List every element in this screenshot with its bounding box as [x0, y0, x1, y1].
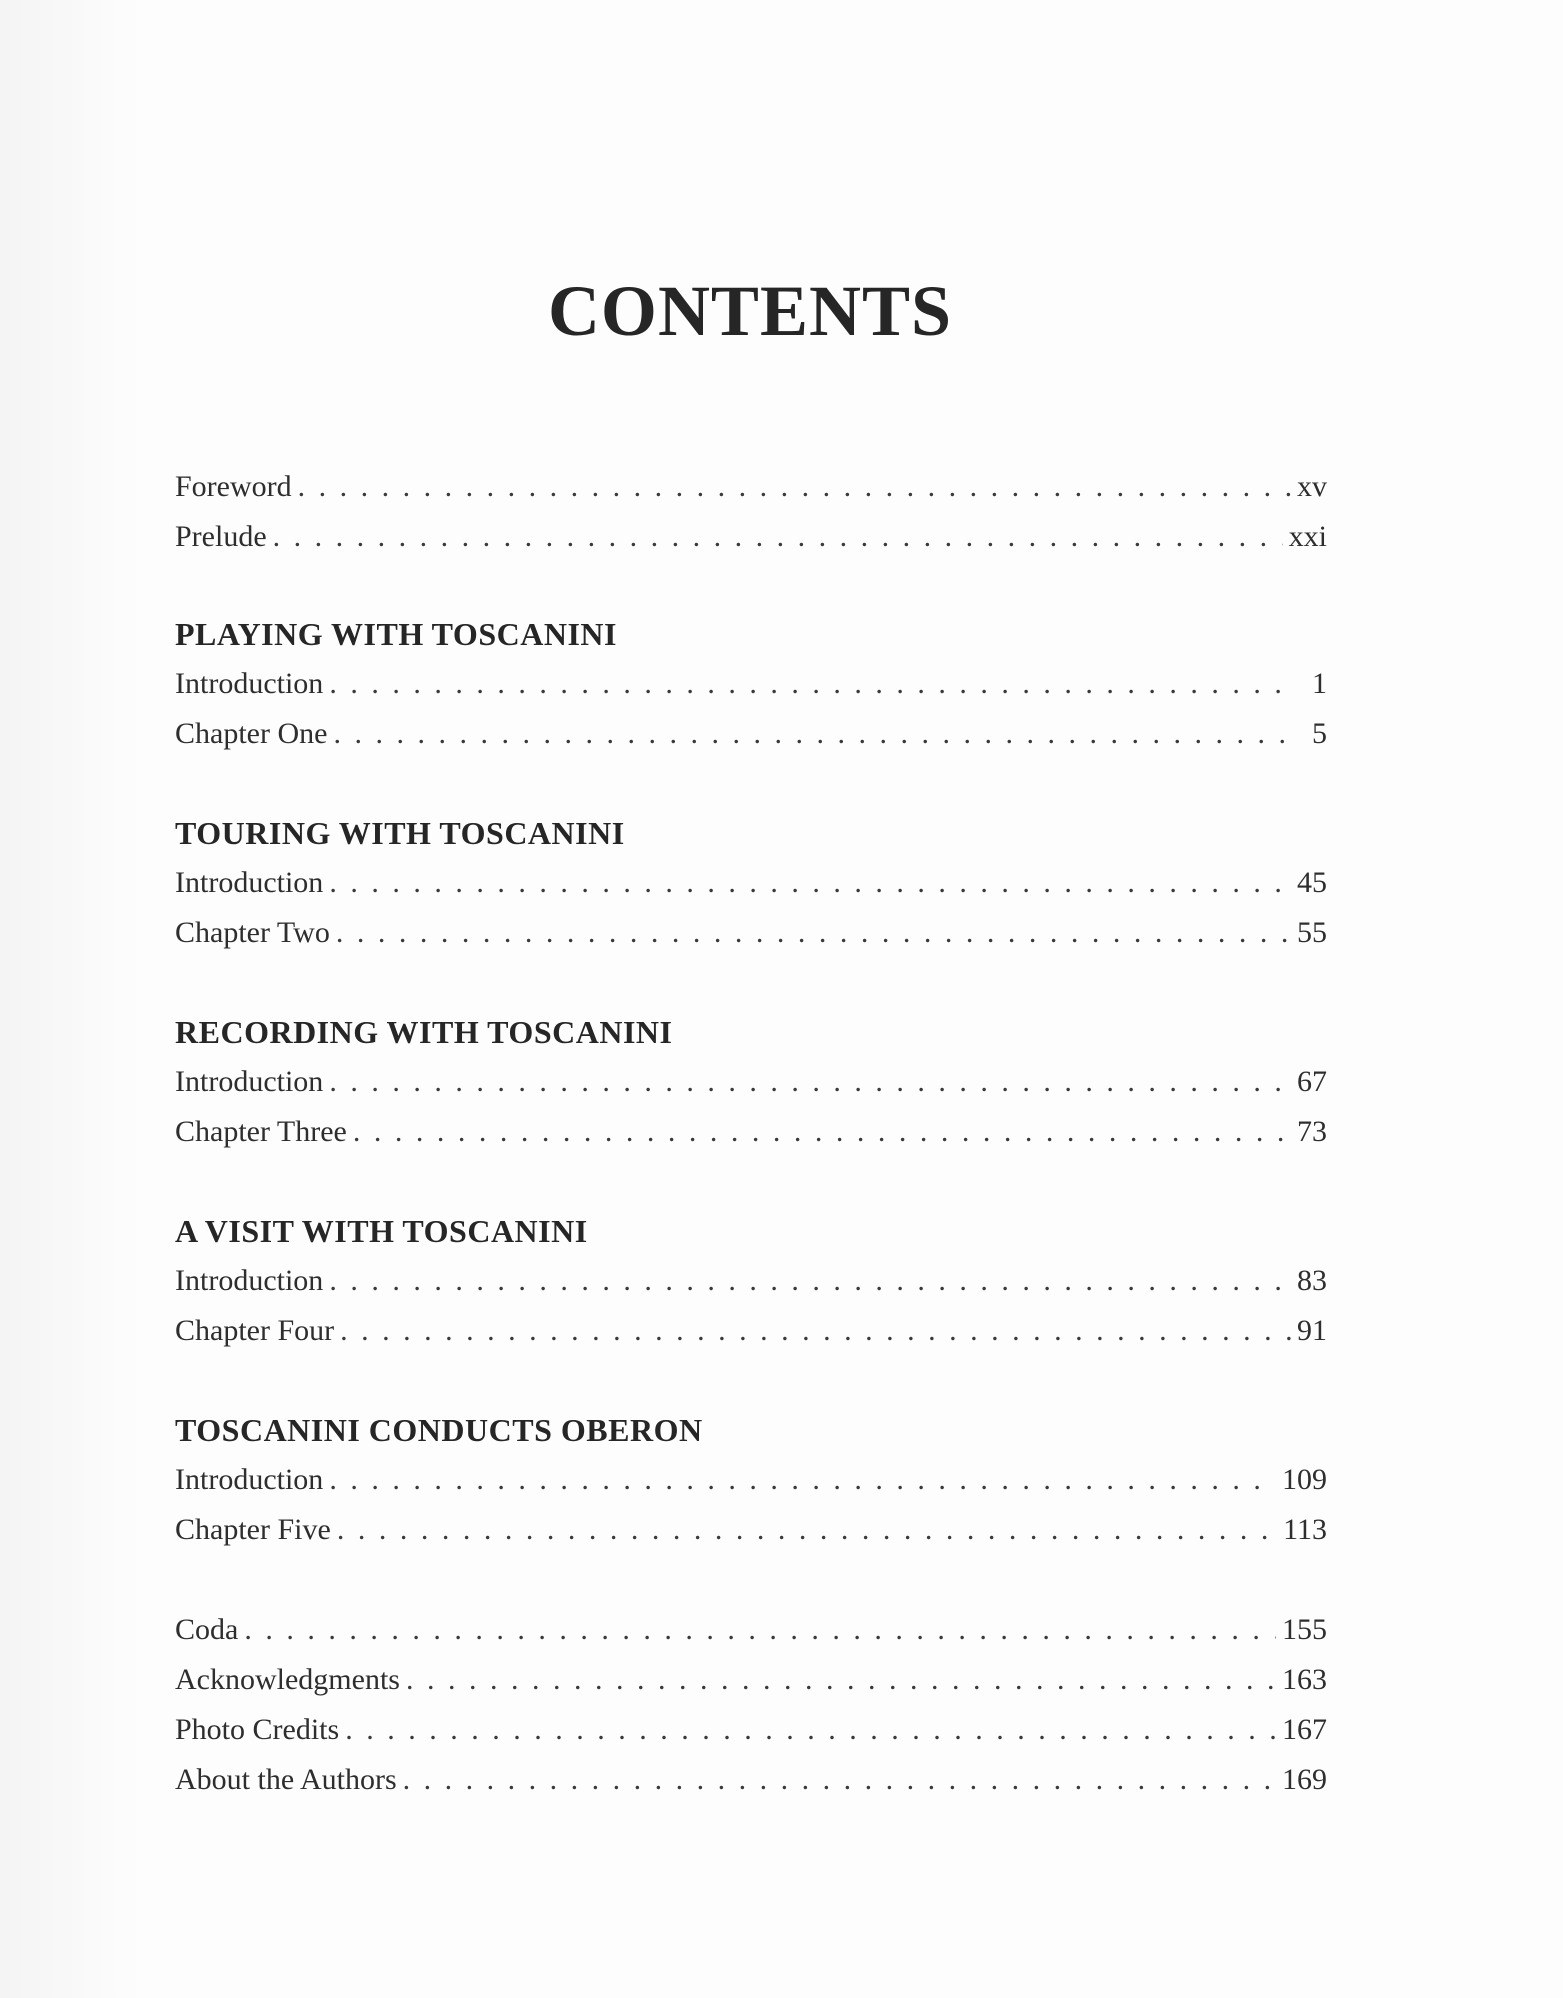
- entry-label: Chapter Two: [175, 916, 330, 949]
- dot-leader: [329, 1455, 1276, 1505]
- entry-page-number: 55: [1297, 916, 1327, 949]
- entry-label: Introduction: [175, 866, 324, 899]
- section-touring: [175, 809, 1327, 958]
- entry-label: About the Authors: [175, 1763, 397, 1796]
- toc-entry-coda[interactable]: [175, 1605, 1327, 1655]
- page-title: CONTENTS: [547, 271, 953, 351]
- dot-leader: [244, 1605, 1276, 1655]
- dot-leader: [329, 858, 1291, 908]
- entry-page-number: 109: [1282, 1463, 1327, 1496]
- entry-label: Chapter Five: [175, 1513, 331, 1546]
- dot-leader: [329, 659, 1291, 709]
- dot-leader: [337, 1505, 1277, 1555]
- entry-page-number: xv: [1297, 470, 1327, 503]
- entry-page-number: 67: [1297, 1065, 1327, 1098]
- entry-label: Acknowledgments: [175, 1663, 400, 1696]
- dot-leader: [406, 1655, 1276, 1705]
- dot-leader: [333, 709, 1291, 759]
- section-heading: A VISIT WITH TOSCANINI: [175, 1213, 588, 1249]
- section-heading: PLAYING WITH TOSCANINI: [175, 616, 617, 652]
- toc-entry[interactable]: [175, 659, 1327, 709]
- toc-entry-prelude[interactable]: [175, 512, 1327, 562]
- toc-entry[interactable]: [175, 908, 1327, 958]
- dot-leader: [336, 908, 1291, 958]
- dot-leader: [353, 1107, 1291, 1157]
- toc-entry-photo-credits[interactable]: [175, 1705, 1327, 1755]
- section-oberon: [175, 1406, 1327, 1555]
- section-recording: [175, 1008, 1327, 1157]
- entry-page-number: 167: [1282, 1713, 1327, 1746]
- entry-page-number: 5: [1312, 717, 1327, 750]
- entry-page-number: 45: [1297, 866, 1327, 899]
- dot-leader: [403, 1755, 1276, 1805]
- entry-label: Chapter One: [175, 717, 328, 750]
- entry-label: Introduction: [175, 1463, 324, 1496]
- section-heading: TOSCANINI CONDUCTS OBERON: [175, 1412, 703, 1448]
- dot-leader: [298, 462, 1291, 512]
- dot-leader: [329, 1057, 1291, 1107]
- entry-page-number: 83: [1297, 1264, 1327, 1297]
- entry-label: Chapter Three: [175, 1115, 347, 1148]
- table-of-contents: [175, 462, 1327, 1855]
- toc-entry-about-authors[interactable]: [175, 1755, 1327, 1805]
- toc-entry[interactable]: [175, 1057, 1327, 1107]
- toc-entry[interactable]: [175, 1505, 1327, 1555]
- toc-entry[interactable]: [175, 858, 1327, 908]
- dot-leader: [273, 512, 1283, 562]
- toc-entry[interactable]: [175, 1256, 1327, 1306]
- entry-label: Coda: [175, 1613, 239, 1646]
- toc-entry[interactable]: [175, 1107, 1327, 1157]
- entry-label: Photo Credits: [175, 1713, 340, 1746]
- entry-page-number: 91: [1297, 1314, 1327, 1347]
- entry-page-number: 113: [1283, 1513, 1327, 1546]
- entry-label: Foreword: [175, 470, 292, 503]
- entry-page-number: 1: [1312, 667, 1327, 700]
- entry-label: Prelude: [175, 520, 267, 553]
- section-visit: [175, 1207, 1327, 1356]
- entry-label: Introduction: [175, 1065, 324, 1098]
- toc-entry-acknowledgments[interactable]: [175, 1655, 1327, 1705]
- entry-page-number: 155: [1282, 1613, 1327, 1646]
- entry-page-number: 163: [1282, 1663, 1327, 1696]
- entry-page-number: 169: [1282, 1763, 1327, 1796]
- section-heading: RECORDING WITH TOSCANINI: [175, 1014, 673, 1050]
- toc-entry-foreword[interactable]: [175, 462, 1327, 512]
- front-matter: [175, 462, 1327, 562]
- dot-leader: [340, 1306, 1291, 1356]
- dot-leader: [329, 1256, 1291, 1306]
- toc-entry[interactable]: [175, 709, 1327, 759]
- entry-page-number: 73: [1297, 1115, 1327, 1148]
- entry-label: Introduction: [175, 1264, 324, 1297]
- entry-label: Introduction: [175, 667, 324, 700]
- entry-label: Chapter Four: [175, 1314, 335, 1347]
- entry-page-number: xxi: [1288, 520, 1327, 553]
- toc-entry[interactable]: [175, 1455, 1327, 1505]
- dot-leader: [345, 1705, 1276, 1755]
- back-matter: [175, 1605, 1327, 1805]
- section-playing: [175, 610, 1327, 759]
- section-heading: TOURING WITH TOSCANINI: [175, 815, 625, 851]
- toc-entry[interactable]: [175, 1306, 1327, 1356]
